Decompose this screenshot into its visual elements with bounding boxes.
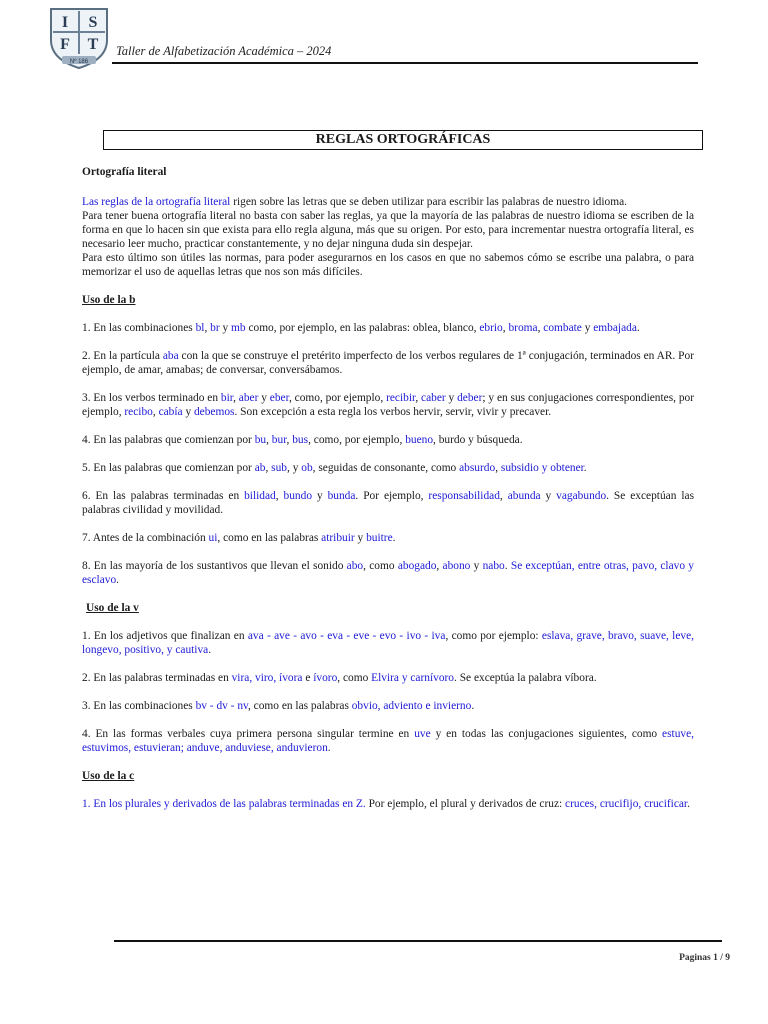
highlighted-term: vagabundo [556,490,607,502]
text-run: , como en las palabras [217,532,322,544]
highlighted-term: uve [414,728,431,740]
highlighted-term: bir [220,392,234,404]
text-run: , como [363,560,398,572]
text-run: , [275,490,284,502]
highlighted-term: ob [301,462,313,474]
rule-item [82,433,694,447]
highlighted-term: nabo [482,560,505,572]
highlighted-term: estuve, estuvimos, estuvieran; anduve, anduviese, anduvieron [82,728,694,754]
highlighted-term: bilidad [244,490,276,502]
text-run: , burdo y búsqueda. [433,434,523,446]
text-run: . [636,322,640,334]
highlighted-term: eslava, grave, bravo, suave, leve, longevo, positivo, y cautiva [82,630,695,656]
text-run: 3. En las combinaciones [82,700,196,712]
text-run: , [537,322,544,334]
text-run: y [182,406,194,418]
highlighted-term: abogado [397,560,437,572]
text-run: , [286,434,293,446]
text-run: , [204,322,211,334]
highlighted-term: Las reglas de la [82,196,157,208]
rule-item [82,391,694,419]
text-run: , como, por ejemplo, [308,434,406,446]
text-run: 5. En las palabras que comienzan por [82,462,255,474]
section-heading: Uso de la v [86,602,139,614]
svg-text:I: I [61,14,69,31]
page-header [48,6,698,66]
text-run: y [312,490,328,502]
text-run: y [258,392,270,404]
highlighted-term: obvio, adviento e invierno [351,700,472,712]
text-run: . [327,742,331,754]
highlighted-term: atribuir [321,532,355,544]
text-run: . [471,700,475,712]
rule-item [82,727,694,755]
highlighted-term: ívoro [313,672,338,684]
highlighted-term: bur [271,434,287,446]
highlighted-term: abunda [507,490,541,502]
svg-text:Nº 186: Nº 186 [69,59,89,65]
intro-paragraph-3: Para esto último son útiles las normas, para poder asegurarnos en los casos en que no sabemos cómo se escribe una palabra, o para memorizar el uso de aquellas letras que nos son más difíciles. [82,252,694,278]
rule-item [82,321,694,335]
text-run: . [208,644,212,656]
text-run: y [445,392,458,404]
text-run: 2. En la partícula [82,350,163,362]
highlighted-term: Se exceptúan, entre otras, pavo, clavo y esclavo [82,560,695,586]
page-title: REGLAS ORTOGRÁFICAS [103,130,703,150]
section-subtitle: Ortografía literal [82,166,167,178]
text-run: . [116,574,120,586]
text-run: . Son excepción a esta regla los verbos hervir, servir, vivir y precaver. [234,406,552,418]
highlighted-term: bundo [283,490,313,502]
text-run: 7. Antes de la combinación [82,532,209,544]
svg-text:F: F [60,36,70,53]
section-heading: Uso de la b [82,294,136,306]
text-run: y [581,322,594,334]
text-run: y [354,532,367,544]
text-run: y [470,560,483,572]
text-run: , [415,392,422,404]
text-run: 1. En los adjetivos que finalizan en [82,630,248,642]
highlighted-term: abo [346,560,364,572]
highlighted-term: ui [208,532,218,544]
intro-paragraph-2: Para tener buena ortografía literal no basta con saber las reglas, ya que la mayoría de las palabras de nuestro idioma se escriben de la forma en que lo hacen sin que exista para ello regla alguna, más que su origen. Por esto, para incrementar nuestra ortografía literal, es necesario leer mucho, practicar constantemente, y no dejar ninguna duda sin despejar. [82,210,694,250]
text-run: 1. En las combinaciones [82,322,196,334]
institute-logo [48,6,110,70]
highlighted-term: eber [269,392,289,404]
text-run: . [687,798,690,810]
highlighted-term: combate [543,322,582,334]
text-run: y en todas las conjugaciones siguientes, como [430,728,663,740]
text-run: , como por ejemplo: [445,630,542,642]
highlighted-term: deber [457,392,483,404]
text-run: y [219,322,232,334]
text-run: . Se exceptúan las palabras civilidad y movilidad. [82,490,695,516]
document-body [82,165,694,811]
text-run: con la que se construye el pretérito imperfecto de los verbos regulares de 1ª conjugación, terminados en AR. Por ejemplo, de amar, amabas; de conversar, conversábamos. [82,350,694,376]
rule-item [82,559,694,587]
highlighted-term: cruces, crucifijo, crucificar [565,798,688,810]
highlighted-term: broma [508,322,538,334]
rule-item [82,461,694,475]
text-run: y [540,490,557,502]
highlighted-term: abono [442,560,471,572]
rule-item [82,531,694,545]
text-run: e [302,672,314,684]
highlighted-term: buitre [366,532,393,544]
highlighted-term: ebrio [479,322,503,334]
text-run: Por ejemplo, el plural y derivados de cruz: [368,798,566,810]
text-run: . Se exceptúa la palabra víbora. [454,672,597,684]
text-run: , [152,406,159,418]
rule-item [82,629,694,657]
highlighted-term: responsabilidad [428,490,500,502]
rule-item [82,349,694,377]
text-run: 8. En las mayoría de los sustantivos que llevan el sonido [82,560,347,572]
section-heading: Uso de la c [82,770,135,782]
svg-text:T: T [87,36,99,53]
text-run: . [583,462,587,474]
highlighted-term: Elvira y carnívoro [371,672,455,684]
text-run: 3. En los verbos terminado en [82,392,221,404]
highlighted-term: sub [271,462,287,474]
highlighted-term: br [210,322,220,334]
highlighted-term: embajada [593,322,637,334]
highlighted-term: 1. En los plurales y derivados de las palabras terminadas en Z. [82,798,369,810]
highlighted-term: mb [231,322,246,334]
highlighted-term: bu [254,434,267,446]
rule-item [82,797,694,811]
text-run: , [502,322,509,334]
highlighted-term: bus [292,434,309,446]
text-run: . [392,532,396,544]
footer-divider [114,940,722,942]
highlighted-term: ortografía literal [156,196,231,208]
text-run: , [233,392,239,404]
highlighted-term: absurdo [459,462,496,474]
header-title: Taller de Alfabetización Académica – 2024 [116,44,332,58]
highlighted-term: bv - dv - nv [195,700,248,712]
text-run: 4. En las palabras que comienzan por [82,434,255,446]
highlighted-term: vira, viro, ívora [231,672,303,684]
text-run: , [436,560,443,572]
text-run: , y [287,462,302,474]
highlighted-term: subsidio y obtener [500,462,584,474]
rule-item [82,489,694,517]
text-run: , seguidas de consonante, como [312,462,460,474]
highlighted-term: bueno [405,434,434,446]
highlighted-term: debemos [193,406,235,418]
text-run: . Por ejemplo, [355,490,429,502]
text-run: . [504,560,511,572]
highlighted-term: ava - ave - avo - eva - eve - evo - ivo - iva [247,630,446,642]
highlighted-term: bl [195,322,205,334]
text-run: , [499,490,508,502]
highlighted-term: aba [162,350,179,362]
highlighted-term: recibir [386,392,416,404]
intro-paragraph-1 [82,195,694,209]
rule-sections [82,279,694,811]
svg-text:S: S [88,14,98,31]
text-run: ; y en sus conjugaciones correspondientes, por ejemplo, [82,392,695,418]
text-run: 2. En las palabras terminadas en [82,672,232,684]
text-run: 4. En las formas verbales cuya primera persona singular termine en [82,728,415,740]
highlighted-term: aber [238,392,259,404]
text-run: , como en las palabras [247,700,352,712]
highlighted-term: recibo [124,406,153,418]
text-run: rigen sobre las letras que se deben utilizar para escribir las palabras de nuestro idioma. [230,196,627,208]
highlighted-term: cabía [158,406,183,418]
text-run: , [265,462,272,474]
rule-item [82,699,694,713]
page-number: Paginas 1 / 9 [679,953,730,963]
text-run: , [266,434,272,446]
highlighted-term: ab [254,462,266,474]
text-run: , como [337,672,372,684]
rule-item [82,671,694,685]
header-divider [112,62,698,64]
text-run: 6. En las palabras terminadas en [82,490,245,502]
text-run: como, por ejemplo, en las palabras: oblea, blanco, [245,322,480,334]
highlighted-term: bunda [327,490,356,502]
text-run: , como, por ejemplo, [288,392,387,404]
highlighted-term: caber [421,392,446,404]
text-run: , [495,462,501,474]
